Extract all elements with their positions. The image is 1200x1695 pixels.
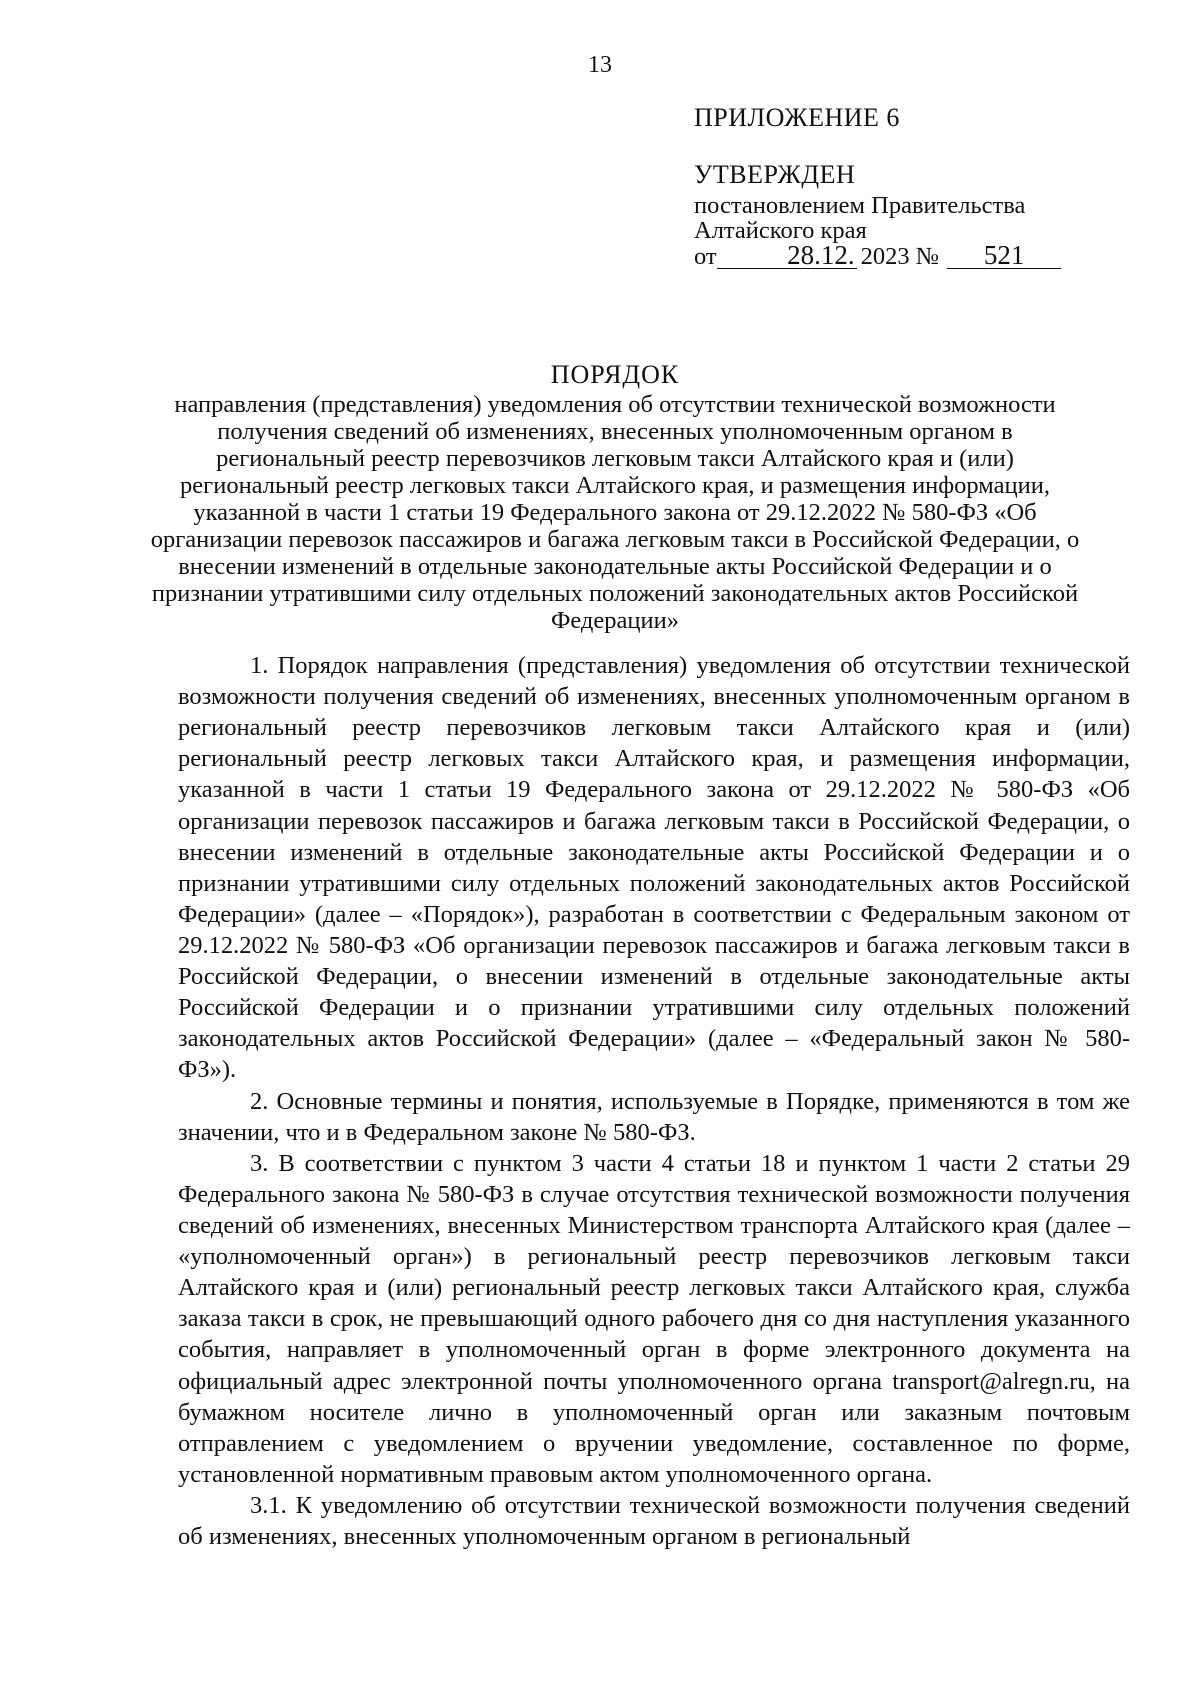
appendix-label: ПРИЛОЖЕНИЕ 6 — [694, 103, 900, 132]
approved-label: УТВЕРЖДЕН — [694, 160, 856, 190]
page-number: 13 — [588, 52, 612, 78]
paragraph-3: 3. В соответствии с пунктом 3 части 4 статьи 18 и пунктом 1 части 2 статьи 29 Федерального закона № 580-ФЗ в случае отсутствия технической возможности получения сведений об изменениях, внесенных Министерством транспорта Алтайского края (далее – «уполномоченный орган») в региональный реестр перевозчиков легковым такси Алтайского края и (или) региональный реестр легковых такси Алтайского края, служба заказа такси в срок, не превышающий одного рабочего дня со дня наступления указанного события, направляет в уполномоченный орган в форме электронного документа на официальный адрес электронной почты уполномоченного органа transport@alregn.ru, на бумажном носителе лично в уполномоченный орган или заказным почтовым отправлением с уведомлением о вручении уведомление, составленное по форме, установленной нормативным правовым актом уполномоченного органа. — [178, 1149, 1130, 1488]
document-heading — [150, 360, 1080, 634]
approval-line-2: Алтайского края — [694, 217, 867, 245]
document-body — [178, 650, 1130, 1552]
document-title: ПОРЯДОК — [550, 360, 680, 389]
approval-date-line — [694, 240, 1114, 271]
approval-line-1: постановлением Правительства — [694, 191, 1026, 219]
document-subtitle: направления (представления) уведомления об отсутствии технической возможности получения сведений об изменениях, внесенных уполномоченным органом в региональный реестр перевозчиков легковым такси Алтайского края и (или) региональный реестр легковых такси Алтайского края, и размещения информации, указанной в части 1 статьи 19 Федерального закона от 29.12.2022 № 580-ФЗ «Об организации перевозок пассажиров и багажа легковым такси в Российской Федерации, о внесении изменений в отдельные законодательные акты Российской Федерации и о признании утратившими силу отдельных положений законодательных актов Российской Федерации» — [150, 391, 1080, 634]
approval-block — [694, 104, 1114, 270]
paragraph-2: 2. Основные термины и понятия, используемые в Порядке, применяются в том же значении, что и в Федеральном законе № 580-ФЗ. — [178, 1087, 1130, 1146]
approval-number: 521 — [947, 243, 1061, 268]
paragraph-3-1: 3.1. К уведомлению об отсутствии технической возможности получения сведений об изменениях, внесенных уполномоченным органом в региональный — [178, 1491, 1130, 1551]
approval-year: 2023 № — [860, 243, 940, 271]
from-label: от — [694, 243, 717, 271]
approval-date: 28.12. — [717, 243, 857, 268]
paragraph-1: 1. Порядок направления (представления) уведомления об отсутствии технической возможности получения сведений об изменениях, внесенных уполномоченным органом в региональный реестр перевозчиков легковым такси Алтайского края и (или) региональный реестр легковых такси Алтайского края, и размещения информации, указанной в части 1 статьи 19 Федерального закона от 29.12.2022 № 580-ФЗ «Об организации перевозок пассажиров и багажа легковым такси в Российской Федерации, о внесении изменений в отдельные законодательные акты Российской Федерации и о признании утратившими силу отдельных положений законодательных актов Российской Федерации» (далее – «Порядок»), разработан в соответствии с Федеральным законом от 29.12.2022 № 580-ФЗ «Об организации перевозок пассажиров и багажа легковым такси в Российской Федерации, о внесении изменений в отдельные законодательные акты Российской Федерации и о признании утратившими силу отдельных положений законодательных актов Российской Федерации» (далее – «Федеральный закон № 580-ФЗ»). — [178, 652, 1130, 1084]
